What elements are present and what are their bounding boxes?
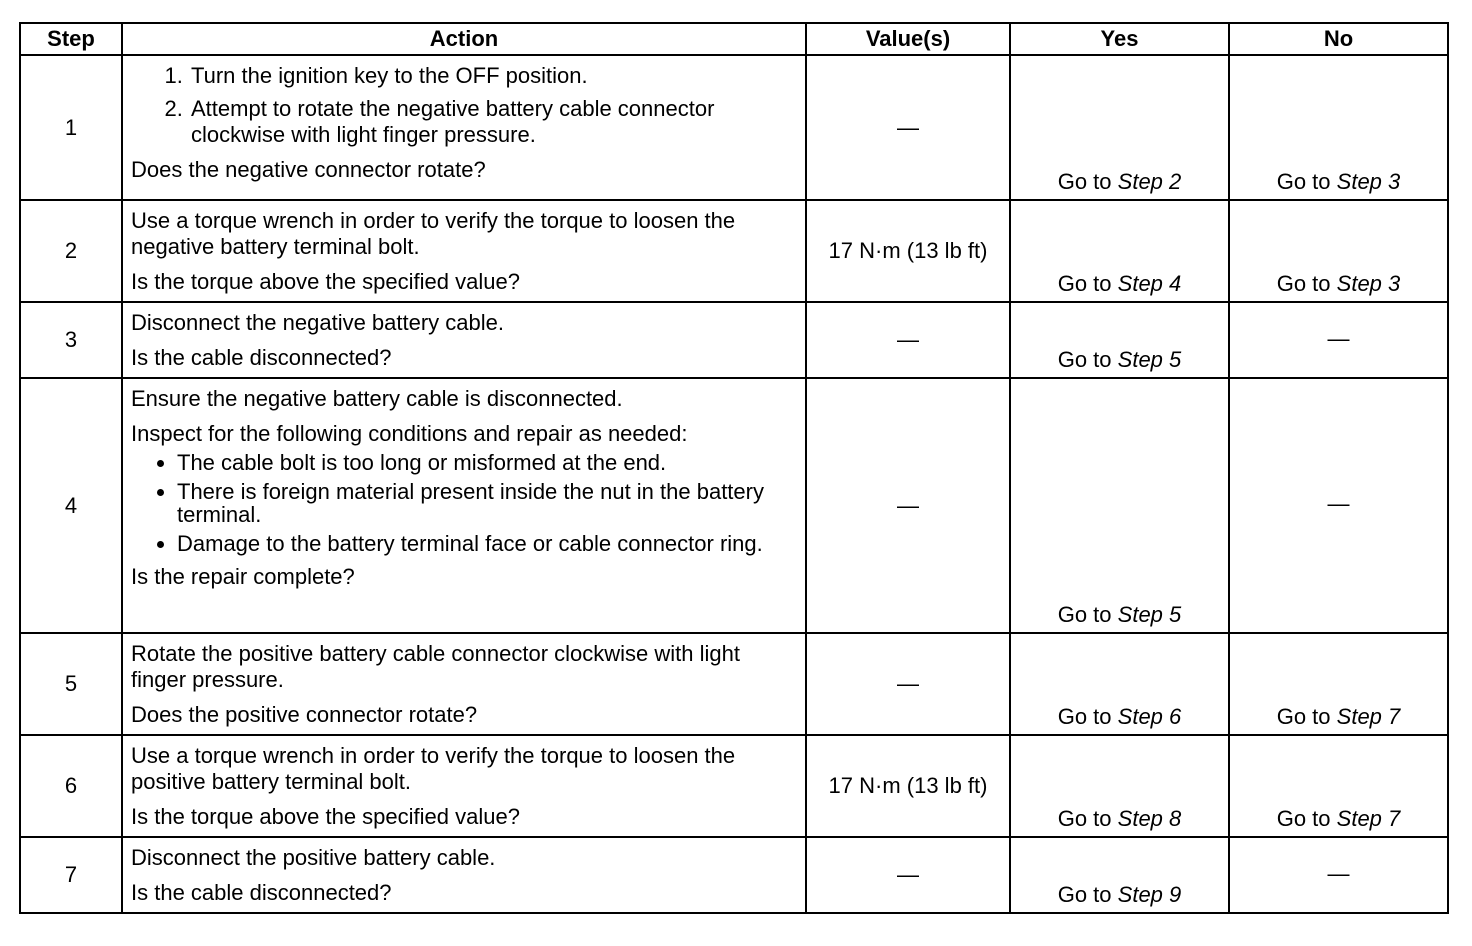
goto-label: Go to xyxy=(1276,169,1331,194)
action-cell xyxy=(122,735,806,837)
table-row xyxy=(20,735,1448,837)
table-row xyxy=(20,200,1448,302)
step-number: 4 xyxy=(20,378,122,633)
substep-item: 2. Attempt to rotate the negative battery cable connector clockwise with light finger pressure. xyxy=(189,96,797,148)
no-cell xyxy=(1229,55,1448,200)
no-cell: — xyxy=(1229,378,1448,633)
action-instruction: Ensure the negative battery cable is disconnected. xyxy=(131,386,623,411)
step-link: Step 5 xyxy=(1117,347,1182,372)
goto-label: Go to xyxy=(1276,271,1331,296)
goto-label: Go to xyxy=(1057,169,1112,194)
step-number: 3 xyxy=(20,302,122,378)
step-link: Step 7 xyxy=(1336,704,1401,729)
goto-label: Go to xyxy=(1057,347,1112,372)
action-question: Is the repair complete? xyxy=(131,564,355,589)
action-cell xyxy=(122,837,806,913)
goto-label: Go to xyxy=(1057,704,1112,729)
step-number: 1 xyxy=(20,55,122,200)
table-row xyxy=(20,378,1448,633)
header-no: No xyxy=(1229,23,1448,55)
table-row xyxy=(20,302,1448,378)
goto-label: Go to xyxy=(1057,806,1112,831)
action-question: Does the negative connector rotate? xyxy=(131,157,486,182)
value-cell: — xyxy=(806,55,1010,200)
step-number: 6 xyxy=(20,735,122,837)
action-intro: Inspect for the following conditions and repair as needed: xyxy=(131,421,688,446)
no-cell: — xyxy=(1229,302,1448,378)
table-row xyxy=(20,837,1448,913)
no-cell: — xyxy=(1229,837,1448,913)
goto-label: Go to xyxy=(1057,271,1112,296)
step-number: 5 xyxy=(20,633,122,735)
yes-cell xyxy=(1010,837,1229,913)
table-row xyxy=(20,633,1448,735)
step-link: Step 9 xyxy=(1117,882,1182,907)
value-cell: 17 N·m (13 lb ft) xyxy=(806,200,1010,302)
yes-cell xyxy=(1010,55,1229,200)
action-instruction: Rotate the positive battery cable connector clockwise with light finger pressure. xyxy=(131,641,740,692)
header-action: Action xyxy=(122,23,806,55)
action-instruction: Use a torque wrench in order to verify the torque to loosen the negative battery terminal bolt. xyxy=(131,208,736,259)
diagnostic-table xyxy=(19,22,1449,914)
value-cell: — xyxy=(806,302,1010,378)
action-cell xyxy=(122,200,806,302)
header-yes: Yes xyxy=(1010,23,1229,55)
goto-label: Go to xyxy=(1276,806,1331,831)
step-link: Step 6 xyxy=(1117,704,1182,729)
action-question: Is the torque above the specified value? xyxy=(131,804,520,829)
step-link: Step 3 xyxy=(1336,271,1401,296)
action-question: Does the positive connector rotate? xyxy=(131,702,478,727)
no-cell xyxy=(1229,735,1448,837)
step-link: Step 8 xyxy=(1117,806,1182,831)
substep-item: 1. Turn the ignition key to the OFF position. xyxy=(189,63,797,89)
action-cell xyxy=(122,55,806,200)
goto-label: Go to xyxy=(1276,704,1331,729)
action-instruction: Disconnect the positive battery cable. xyxy=(131,845,496,870)
table-row xyxy=(20,55,1448,200)
no-cell xyxy=(1229,200,1448,302)
value-cell: 17 N·m (13 lb ft) xyxy=(806,735,1010,837)
header-values: Value(s) xyxy=(806,23,1010,55)
condition-item: • Damage to the battery terminal face or cable connector ring. xyxy=(177,532,797,555)
step-link: Step 3 xyxy=(1336,169,1401,194)
action-instruction: Use a torque wrench in order to verify the torque to loosen the positive battery terminal bolt. xyxy=(131,743,736,794)
action-cell xyxy=(122,302,806,378)
condition-item: • The cable bolt is too long or misformed at the end. xyxy=(177,451,797,474)
step-link: Step 5 xyxy=(1117,602,1182,627)
action-question: Is the cable disconnected? xyxy=(131,345,392,370)
step-number: 7 xyxy=(20,837,122,913)
action-question: Is the torque above the specified value? xyxy=(131,269,520,294)
value-cell: — xyxy=(806,378,1010,633)
value-cell: — xyxy=(806,837,1010,913)
yes-cell xyxy=(1010,378,1229,633)
substep-list xyxy=(131,63,797,148)
condition-list xyxy=(131,451,797,555)
no-cell xyxy=(1229,633,1448,735)
yes-cell xyxy=(1010,633,1229,735)
value-cell: — xyxy=(806,633,1010,735)
yes-cell xyxy=(1010,735,1229,837)
action-cell xyxy=(122,378,806,633)
step-number: 2 xyxy=(20,200,122,302)
step-link: Step 2 xyxy=(1117,169,1182,194)
yes-cell xyxy=(1010,200,1229,302)
header-step: Step xyxy=(20,23,122,55)
action-cell xyxy=(122,633,806,735)
condition-item: • There is foreign material present inside the nut in the battery terminal. xyxy=(177,480,797,526)
action-instruction: Disconnect the negative battery cable. xyxy=(131,310,505,335)
goto-label: Go to xyxy=(1057,882,1112,907)
yes-cell xyxy=(1010,302,1229,378)
table-header-row xyxy=(20,23,1448,55)
goto-label: Go to xyxy=(1057,602,1112,627)
step-link: Step 7 xyxy=(1336,806,1401,831)
step-link: Step 4 xyxy=(1117,271,1182,296)
action-question: Is the cable disconnected? xyxy=(131,880,392,905)
